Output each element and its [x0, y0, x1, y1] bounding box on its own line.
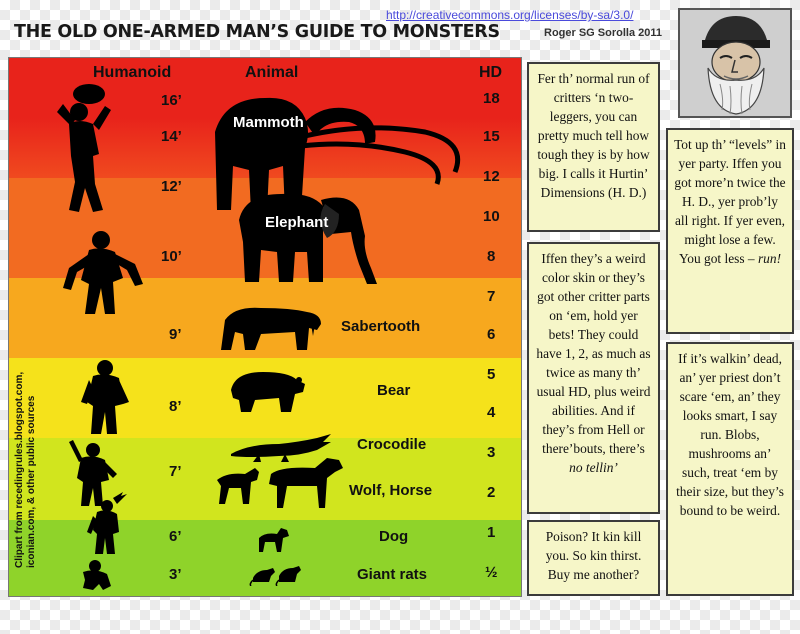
speech-bubble-undead: [666, 342, 794, 596]
height-label: 16’: [161, 92, 182, 109]
mammoth-label: Mammoth: [233, 114, 304, 131]
license-link[interactable]: http://creativecommons.org/licenses/by-sa/3.0/: [386, 8, 634, 22]
hd-value: 1: [487, 524, 496, 541]
height-label: 3’: [169, 566, 182, 583]
wolf-horse-label: Wolf, Horse: [349, 482, 433, 499]
kobold-humanoid-icon: [83, 492, 133, 556]
column-header-hd: HD: [479, 64, 503, 81]
sabertooth-icon: [221, 300, 325, 352]
column-header-humanoid: Humanoid: [93, 64, 172, 81]
crocodile-label: Crocodile: [357, 436, 427, 453]
clipart-credit: [14, 348, 38, 568]
elephant-label: Elephant: [265, 214, 329, 231]
giant-rats-label: Giant rats: [357, 566, 428, 583]
dog-label: Dog: [379, 528, 409, 545]
hd-value: ½: [485, 564, 498, 581]
height-label: 14’: [161, 128, 182, 145]
giant-rats-icon: [249, 562, 305, 586]
speech-bubble-party-levels: [666, 128, 794, 334]
bear-label: Bear: [377, 382, 411, 399]
elephant-icon: [231, 190, 401, 286]
hd-value: 7: [487, 288, 496, 305]
hd-value: 4: [487, 404, 496, 421]
giant-humanoid-icon: [49, 84, 129, 214]
speech-bubble-poison: [527, 520, 660, 596]
bubble-text: Iffen they’s a weird color skin or they’s got other critter parts on ‘em, hold yer bets! They could have 1, 2, as much as twice as many th’ usual HD, plus weird abilities. And if they’s from Hell or there’bouts, there’s: [536, 251, 651, 456]
height-label: 10’: [161, 248, 182, 265]
page-title: THE OLD ONE-ARMED MAN’S GUIDE TO MONSTERS: [14, 22, 500, 42]
ogre-humanoid-icon: [61, 228, 151, 318]
bubble-text: Fer th’ normal run of critters ‘n two-leggers, you can pretty much tell how tough they is by how big. I calls it Hurtin’ Dimensions (H. D.): [537, 71, 650, 200]
old-man-portrait: [678, 8, 792, 118]
hd-value: 15: [483, 128, 500, 145]
hd-value: 18: [483, 90, 500, 107]
horse-icon: [265, 454, 345, 510]
height-label: 8’: [169, 398, 182, 415]
dog-icon: [257, 524, 291, 554]
hd-value: 8: [487, 248, 496, 265]
hd-value: 12: [483, 168, 500, 185]
clipart-credit-line: Clipart from recedingrules.blogspot.com,: [14, 371, 25, 568]
hd-value: 10: [483, 208, 500, 225]
wolf-icon: [215, 462, 261, 506]
bubble-text: Tot up th’ “levels” in yer party. Iffen you got more’n twice the H. D., yer prob’ly all right. If yer even, might lose a few. You got less –: [674, 137, 786, 266]
bubble-emphasis: run!: [757, 251, 782, 266]
hd-value: 6: [487, 326, 496, 343]
hd-value: 2: [487, 484, 496, 501]
old-man-portrait-icon: [680, 10, 790, 116]
bubble-text: If it’s walkin’ dead, an’ yer priest don’t scare ‘em, an’ they looks smart, I say run. Blobs, mushrooms an’ such, treat ‘em by their size, but they’s bound to be weird.: [676, 351, 784, 518]
hd-value: 5: [487, 366, 496, 383]
halfling-humanoid-icon: [75, 558, 119, 592]
bubble-text: Poison? It kin kill you. So kin thirst. Buy me another?: [545, 529, 642, 582]
speech-bubble-hit-dice: [527, 62, 660, 232]
monster-chart: [8, 57, 522, 597]
troll-humanoid-icon: [79, 358, 135, 436]
speech-bubble-weird-critters: [527, 242, 660, 514]
column-header-animal: Animal: [245, 64, 299, 81]
bear-icon: [225, 366, 307, 414]
height-label: 9’: [169, 326, 182, 343]
height-label: 6’: [169, 528, 182, 545]
hd-value: 3: [487, 444, 496, 461]
sabertooth-label: Sabertooth: [341, 318, 421, 335]
clipart-credit-line: iconian.com, & other public sources: [26, 395, 37, 568]
height-label: 12’: [161, 178, 182, 195]
height-label: 7’: [169, 463, 182, 480]
author-credit: Roger SG Sorolla 2011: [544, 27, 662, 39]
bubble-emphasis: no tellin’: [569, 460, 618, 475]
